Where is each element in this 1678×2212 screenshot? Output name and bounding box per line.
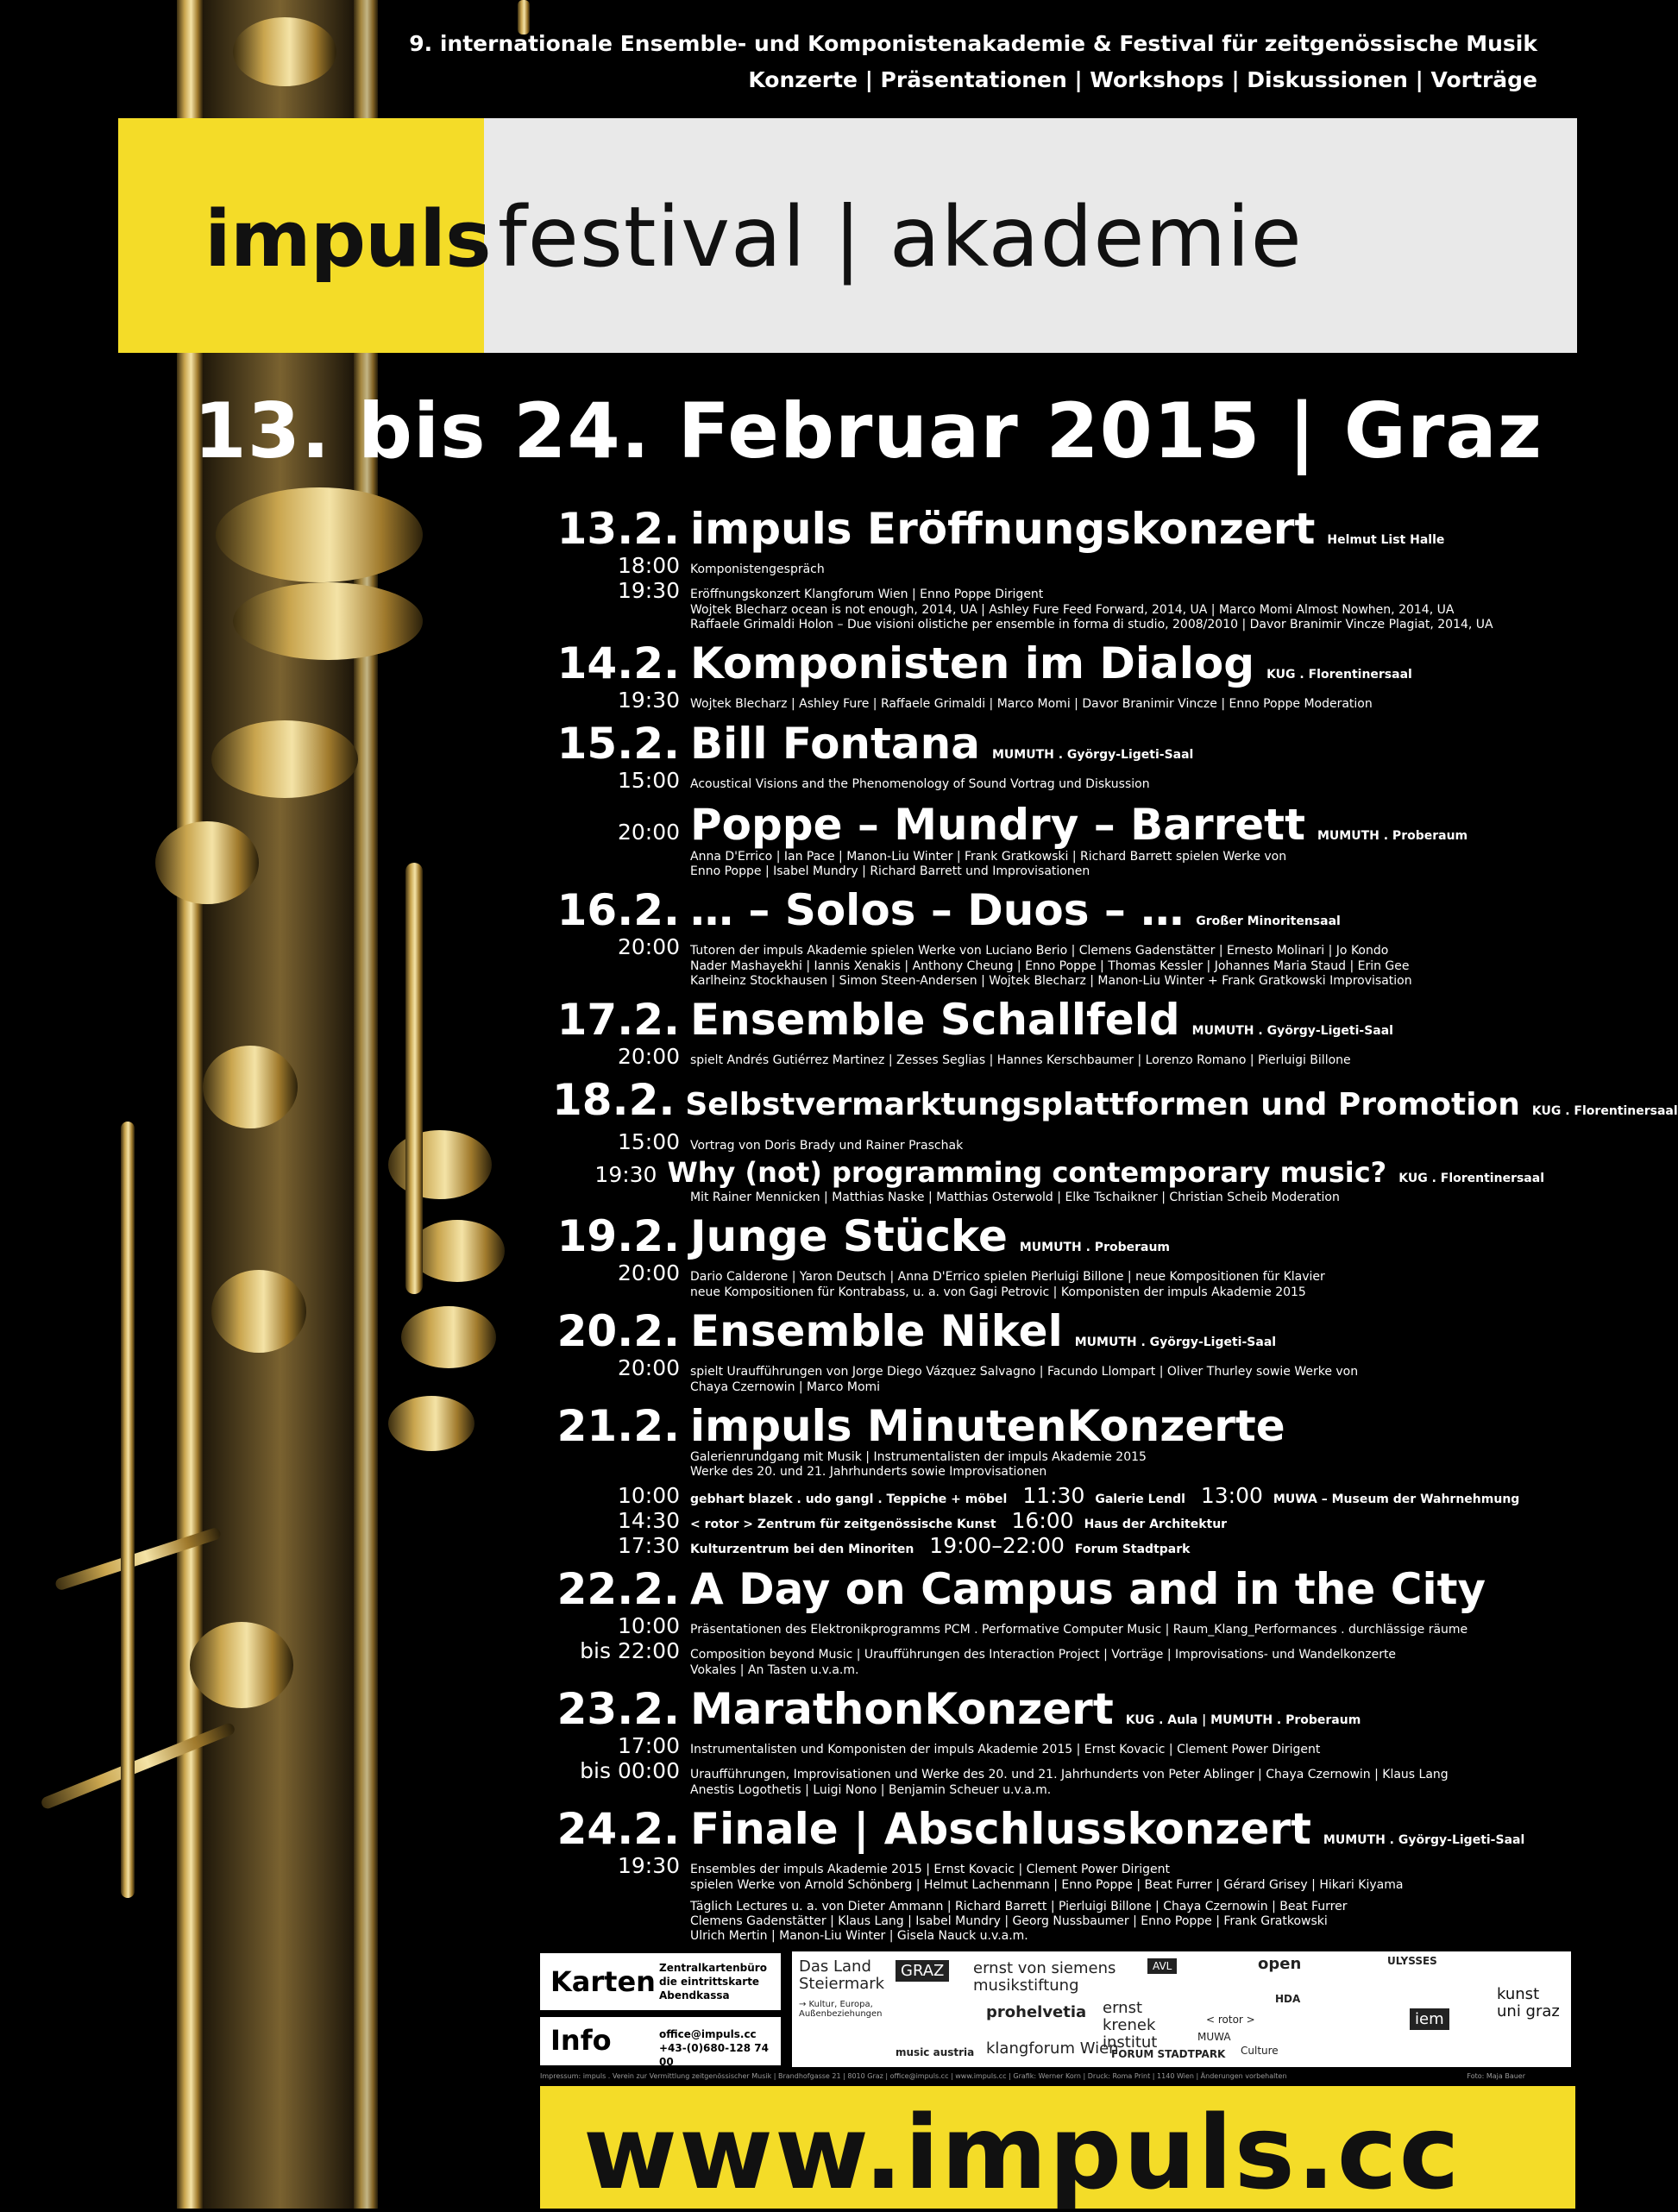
day-24-2 [552, 1805, 1544, 1944]
day-17-2 [552, 996, 1544, 1069]
event-desc: spielt Andrés Gutiérrez Martinez | Zesses Seglias | Hannes Kerschbaumer | Lorenzo Romano | Pierluigi Billone [690, 1053, 1351, 1067]
event-time: 19:00–22:00 [929, 1533, 1065, 1558]
logo-siemens: ernst von siemens musikstiftung [973, 1959, 1116, 1995]
day-20-2 [552, 1307, 1544, 1395]
tickets-label: Karten [550, 1965, 656, 1998]
event-time: bis 00:00 [580, 1758, 680, 1783]
logo-land-steiermark: Das Land Steiermark [799, 1957, 885, 1993]
day-date: 22.2. [556, 1564, 680, 1614]
logo-klangforum: klangforum Wien [986, 2039, 1119, 2058]
logo-rotor: < rotor > [1206, 2014, 1255, 2026]
day-19-2 [552, 1212, 1544, 1300]
event-time: 19:30 [617, 1853, 680, 1878]
day-18-2 [552, 1075, 1678, 1205]
day-22-2 [552, 1565, 1544, 1678]
event-desc: Vortrag von Doris Brady und Rainer Praschak [690, 1139, 964, 1153]
day-23-2 [552, 1685, 1544, 1798]
event-title: … – Solos – Duos – … [690, 885, 1185, 935]
event-desc: Galerienrundgang mit Musik | Instrumentalisten der impuls Akademie 2015 [690, 1450, 1147, 1464]
event-desc: spielt Uraufführungen von Jorge Diego Vázquez Salvagno | Facundo Llompart | Oliver Thurley sowie Werke von [690, 1365, 1359, 1379]
event-desc: Mit Rainer Mennicken | Matthias Naske | Matthias Osterwold | Elke Tschaikner | Christian Scheib Moderation [690, 1191, 1340, 1204]
event-desc: Instrumentalisten und Komponisten der impuls Akademie 2015 | Ernst Kovacic | Clement Power Dirigent [690, 1743, 1321, 1756]
event-time: 11:30 [1022, 1483, 1085, 1508]
event-venue: KUG . Florentinersaal [1266, 668, 1412, 682]
event-desc: Eröffnungskonzert Klangforum Wien | Enno Poppe Dirigent [690, 588, 1044, 601]
event-venue: KUG . Aula | MUMUTH . Proberaum [1125, 1713, 1361, 1727]
event-time: 15:00 [617, 1129, 680, 1154]
event-desc: Anna D'Errico | Ian Pace | Manon-Liu Winter | Frank Gratkowski | Richard Barrett spielen Werke von [690, 850, 1287, 864]
event-desc: Nader Mashayekhi | Iannis Xenakis | Anthony Cheung | Enno Poppe | Thomas Kessler | Johannes Maria Staud | Erin Gee [690, 959, 1410, 973]
event-time: 16:00 [1011, 1508, 1074, 1533]
event-venue: Helmut List Halle [1327, 533, 1445, 547]
kug-text: kunst uni graz [1497, 1985, 1560, 2020]
info-label: Info [550, 2024, 612, 2057]
website-banner [540, 2086, 1575, 2212]
event-desc: Acoustical Visions and the Phenomenology of Sound Vortrag und Diskussion [690, 777, 1150, 791]
logo-graz: GRAZ [896, 1960, 949, 1982]
tagline-line-1: 9. internationale Ensemble- und Komponistenakademie & Festival für zeitgenössische Musik [409, 31, 1537, 56]
event-venue: MUMUTH . György-Ligeti-Saal [1323, 1833, 1525, 1847]
sponsor-logos [792, 1951, 1490, 2067]
event-venue: Galerie Lendl [1095, 1492, 1185, 1506]
tickets-line: Abendkassa [659, 1989, 730, 2001]
day-date: 13.2. [556, 504, 680, 554]
logo-kug [1490, 1951, 1571, 2067]
event-venue: MUMUTH . Proberaum [1317, 829, 1468, 843]
event-venue: MUMUTH . Proberaum [1019, 1241, 1171, 1254]
event-time: 10:00 [617, 1613, 680, 1638]
lectures-text: Täglich Lectures u. a. von Dieter Ammann | Richard Barrett | Pierluigi Billone | Chaya Czernowin | Beat Furrer [690, 1900, 1348, 1914]
logo-music-austria: music austria [896, 2046, 975, 2058]
day-13-2 [552, 505, 1544, 632]
banner-subtitle: festival | akademie [498, 189, 1303, 286]
event-time: 10:00 [617, 1483, 680, 1508]
event-time: 14:30 [617, 1508, 680, 1533]
logo-prohelvetia: prohelvetia [986, 2003, 1087, 2021]
tagline-line-2: Konzerte | Präsentationen | Workshops | Diskussionen | Vorträge [748, 67, 1537, 92]
event-desc: spielen Werke von Arnold Schönberg | Helmut Lachenmann | Enno Poppe | Beat Furrer | Gérard Grisey | Hikari Kiyama [690, 1878, 1404, 1892]
event-time: 19:30 [617, 578, 680, 603]
event-desc: Enno Poppe | Isabel Mundry | Richard Barrett und Improvisationen [690, 864, 1090, 878]
event-venue: MUMUTH . György-Ligeti-Saal [1074, 1335, 1277, 1349]
event-desc: Ensembles der impuls Akademie 2015 | Ernst Kovacic | Clement Power Dirigent [690, 1863, 1170, 1876]
day-date: 17.2. [556, 995, 680, 1045]
event-time: 17:00 [617, 1733, 680, 1758]
event-desc: Präsentationen des Elektronikprogramms PCM . Performative Computer Music | Raum_Klang_Performances . durchlässige räume [690, 1623, 1468, 1637]
event-desc: Vokales | An Tasten u.v.a.m. [690, 1663, 859, 1677]
title-banner [118, 118, 1577, 353]
logo-iem: iem [1410, 2008, 1449, 2030]
logo-hda: HDA [1275, 1993, 1301, 2005]
event-venue: Forum Stadtpark [1074, 1543, 1191, 1556]
event-title: Ensemble Schallfeld [690, 995, 1180, 1045]
event-venue: Haus der Architektur [1084, 1518, 1228, 1531]
info-phone: +43-(0)680-128 74 00 [659, 2042, 770, 2068]
brand-logo: impuls [204, 194, 491, 285]
event-title: Bill Fontana [690, 719, 980, 769]
event-title: Finale | Abschlusskonzert [690, 1804, 1311, 1854]
event-title: Why (not) programming contemporary music? [667, 1156, 1387, 1189]
day-14-2 [552, 639, 1544, 713]
event-title: Ensemble Nikel [690, 1306, 1063, 1356]
event-time: 18:00 [617, 553, 680, 578]
day-date: 16.2. [556, 885, 680, 935]
event-time: 20:00 [617, 934, 680, 959]
day-date: 15.2. [556, 719, 680, 769]
event-desc: Tutoren der impuls Akademie spielen Werke von Luciano Berio | Clemens Gadenstätter | Ernesto Molinari | Jo Kondo [690, 944, 1389, 958]
day-21-2 [552, 1402, 1544, 1558]
event-desc: Composition beyond Music | Uraufführungen des Interaction Project | Vorträge | Improvisations- und Wandelkonzerte [690, 1648, 1397, 1662]
event-desc: Komponistengespräch [690, 562, 825, 576]
website-link[interactable]: www.impuls.cc [583, 2093, 1461, 2212]
event-venue: KUG . Florentinersaal [1531, 1104, 1678, 1118]
event-time: 19:30 [594, 1162, 657, 1187]
event-time: 20:00 [617, 1355, 680, 1380]
event-desc: Chaya Czernowin | Marco Momi [690, 1380, 881, 1394]
logo-muwa: MUWA [1197, 2031, 1231, 2043]
lectures-text: Clemens Gadenstätter | Klaus Lang | Isabel Mundry | Georg Nussbaumer | Enno Poppe | Frank Gratkowski [690, 1914, 1328, 1928]
schedule [552, 504, 1678, 1944]
day-date: 20.2. [556, 1306, 680, 1356]
day-date: 24.2. [556, 1804, 680, 1854]
event-venue: MUMUTH . György-Ligeti-Saal [992, 748, 1194, 762]
logo-open: open [1258, 1955, 1302, 1973]
event-time: bis 22:00 [580, 1638, 680, 1663]
tickets-line: Zentralkartenbüro [659, 1962, 767, 1974]
event-venue: Großer Minoritensaal [1196, 914, 1341, 928]
event-time: 17:30 [617, 1533, 680, 1558]
event-desc: Wojtek Blecharz ocean is not enough, 2014, UA | Ashley Fure Feed Forward, 2014, UA | Marco Momi Almost Nowhen, 2014, UA [690, 603, 1455, 617]
photo-credit: Foto: Maja Bauer [1467, 2072, 1525, 2080]
logo-ulysses: ULYSSES [1387, 1955, 1437, 1967]
day-date: 21.2. [556, 1401, 680, 1451]
event-desc: neue Kompositionen für Kontrabass, u. a. von Gagi Petrovic | Komponisten der impuls Akademie 2015 [690, 1285, 1306, 1299]
event-desc: Dario Calderone | Yaron Deutsch | Anna D'Errico spielen Pierluigi Billone | neue Kompositionen für Klavier [690, 1270, 1325, 1284]
tickets-box [540, 1953, 781, 2010]
event-venue: gebhart blazek . udo gangl . Teppiche + möbel [690, 1492, 1008, 1506]
impressum: Impressum: impuls . Verein zur Vermittlung zeitgenössischer Musik | Brandhofgasse 21 | 8010 Graz | office@impuls.cc | www.impuls.cc | Grafik: Werner Korn | Druck: Roma Print | 1140 Wien | Änderungen vorbehalten [540, 2072, 1287, 2080]
event-time: 20:00 [617, 1044, 680, 1069]
event-time: 20:00 [617, 820, 680, 845]
lectures-text: Ulrich Mertin | Manon-Liu Winter | Gisela Nauck u.v.a.m. [690, 1929, 1028, 1943]
festival-dates: 13. bis 24. Februar 2015 | Graz [193, 386, 1543, 475]
event-desc: Werke des 20. und 21. Jahrhunderts sowie Improvisationen [690, 1465, 1047, 1479]
event-desc: Karlheinz Stockhausen | Simon Steen-Andersen | Wojtek Blecharz | Manon-Liu Winter + Frank Gratkowski Improvisation [690, 974, 1412, 988]
logo-land-sub: → Kultur, Europa, Außenbeziehungen [799, 2000, 883, 2019]
logo-culture: Culture [1241, 2045, 1279, 2057]
day-15-2 [552, 720, 1544, 879]
event-time: 19:30 [617, 688, 680, 713]
event-venue: Kulturzentrum bei den Minoriten [690, 1543, 914, 1556]
info-email[interactable]: office@impuls.cc [659, 2028, 757, 2040]
logo-forum-stadtpark: FORUM STADTPARK [1111, 2048, 1226, 2060]
tagline [409, 26, 1537, 98]
event-venue: MUWA – Museum der Wahrnehmung [1273, 1492, 1520, 1506]
day-date: 19.2. [556, 1211, 680, 1261]
event-title: Junge Stücke [690, 1211, 1008, 1261]
event-venue: KUG . Florentinersaal [1398, 1172, 1544, 1185]
event-title: A Day on Campus and in the City [690, 1564, 1486, 1614]
event-desc: Raffaele Grimaldi Holon – Due visioni olistiche per ensemble in forma di studio, 2008/2010 | Davor Branimir Vincze Plagiat, 2014, UA [690, 618, 1493, 632]
info-box [540, 2017, 781, 2068]
tickets-line: die eintrittskarte [659, 1976, 760, 1988]
logo-avl: AVL [1147, 1958, 1177, 1974]
event-title: Selbstvermarktungsplattformen und Promotion [685, 1087, 1520, 1122]
day-date: 14.2. [556, 638, 680, 688]
event-time: 13:00 [1200, 1483, 1263, 1508]
event-title: impuls Eröffnungskonzert [690, 504, 1316, 554]
logo-krenek: ernst krenek institut [1103, 1999, 1158, 2052]
event-time: 20:00 [617, 1260, 680, 1285]
event-title: MarathonKonzert [690, 1684, 1114, 1734]
event-desc: Anestis Logothetis | Luigi Nono | Benjamin Scheuer u.v.a.m. [690, 1783, 1052, 1797]
day-date: 23.2. [556, 1684, 680, 1734]
event-title: Komponisten im Dialog [690, 638, 1255, 688]
day-date: 18.2. [552, 1075, 676, 1125]
event-title: impuls MinutenKonzerte [690, 1401, 1285, 1451]
event-title: Poppe – Mundry – Barrett [690, 800, 1305, 850]
day-16-2 [552, 886, 1544, 989]
event-venue: MUMUTH . György-Ligeti-Saal [1191, 1024, 1393, 1038]
event-venue: < rotor > Zentrum für zeitgenössische Kunst [690, 1518, 996, 1531]
event-time: 15:00 [617, 768, 680, 793]
event-desc: Wojtek Blecharz | Ashley Fure | Raffaele Grimaldi | Marco Momi | Davor Branimir Vincze | Enno Poppe Moderation [690, 697, 1373, 711]
event-desc: Uraufführungen, Improvisationen und Werke des 20. und 21. Jahrhunderts von Peter Ablinger | Chaya Czernowin | Klaus Lang [690, 1768, 1449, 1782]
